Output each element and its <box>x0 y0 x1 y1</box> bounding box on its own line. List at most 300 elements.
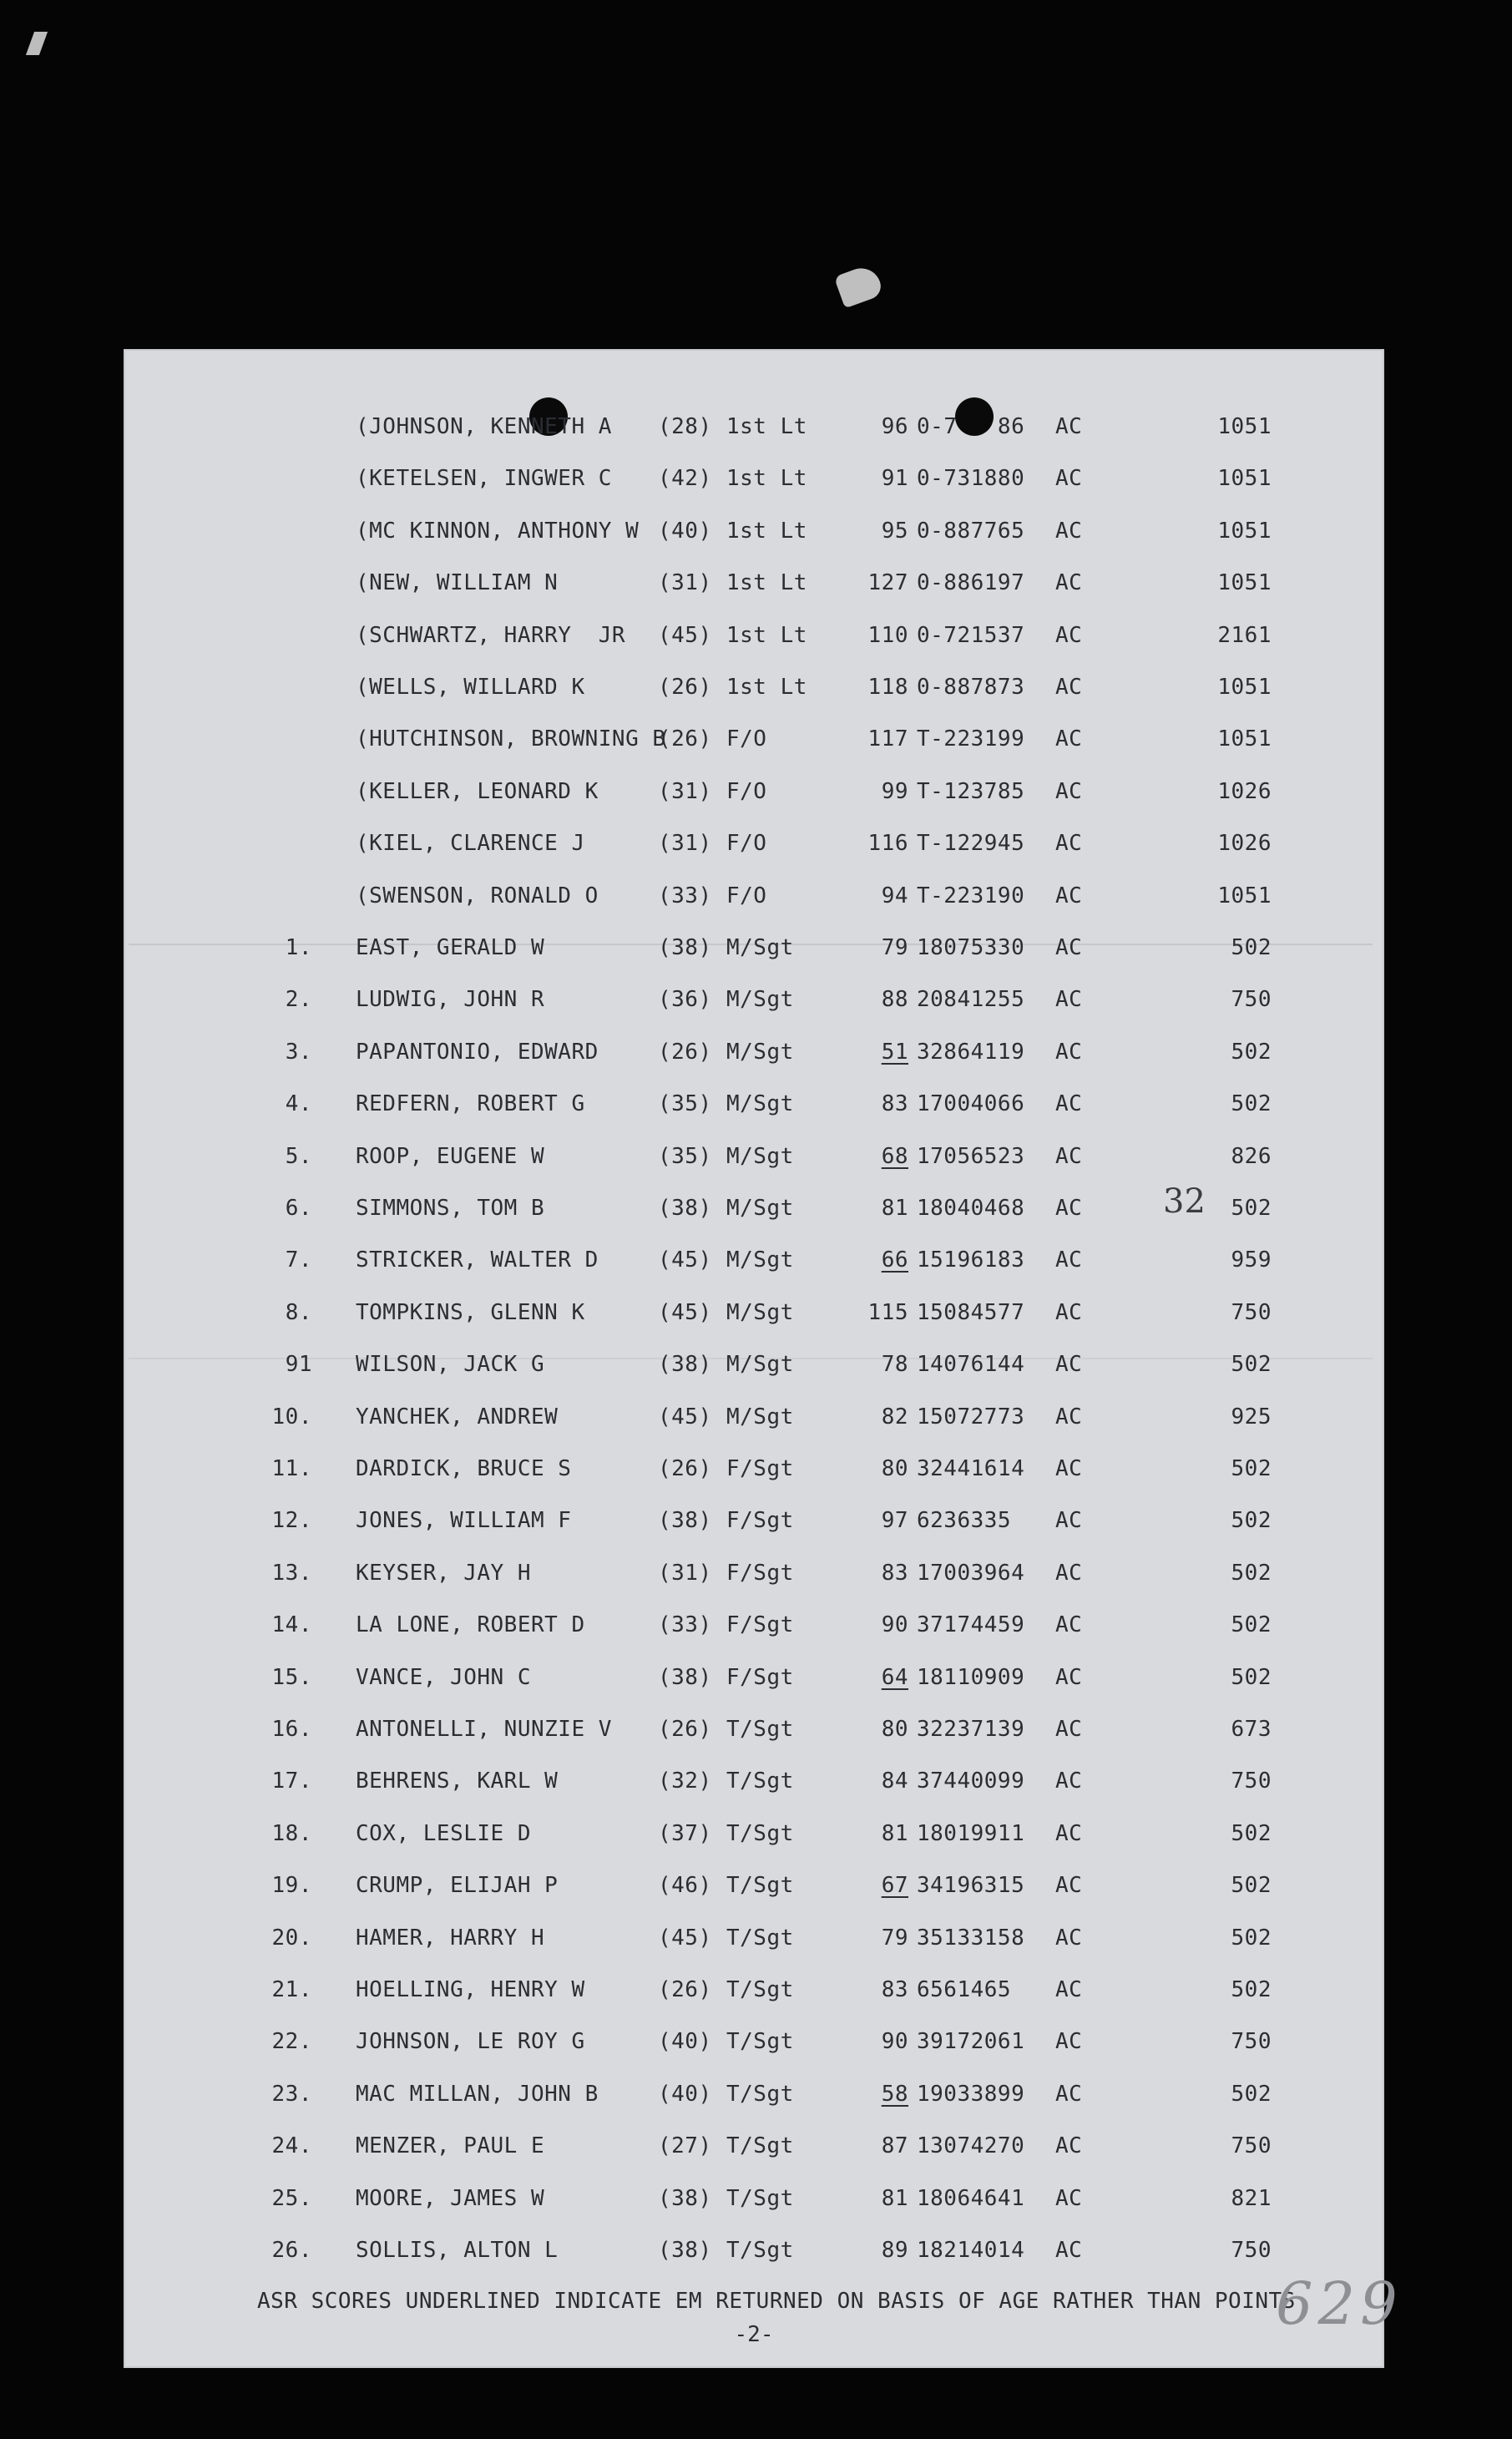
cell-branch: AC <box>1055 1404 1083 1429</box>
table-row <box>124 1236 1384 1288</box>
cell-rank: 1st Lt <box>726 675 807 700</box>
cell-name: WILSON, JACK G <box>356 1352 545 1378</box>
cell-branch: AC <box>1055 675 1083 700</box>
cell-serial: 14076144 <box>917 1352 1025 1378</box>
cell-branch: AC <box>1055 726 1083 752</box>
cell-serial: 18075330 <box>917 935 1025 960</box>
cell-branch: AC <box>1055 1873 1083 1899</box>
cell-branch: AC <box>1055 1664 1083 1690</box>
cell-age: (45) <box>658 1247 712 1273</box>
cell-serial: 15196183 <box>917 1247 1025 1273</box>
cell-branch: AC <box>1055 2185 1083 2211</box>
cell-name: MOORE, JAMES W <box>356 2185 545 2211</box>
cell-asr: 99 <box>881 778 908 804</box>
cell-num: 15. <box>271 1664 312 1690</box>
page-number: -2- <box>734 2322 774 2347</box>
cell-asr: 117 <box>867 726 908 752</box>
table-row <box>124 1028 1384 1080</box>
cell-rank: T/Sgt <box>726 2185 794 2211</box>
cell-age: (26) <box>658 726 712 752</box>
cell-serial: 35133158 <box>917 1925 1025 1951</box>
cell-asr: 83 <box>881 1977 908 2002</box>
cell-age: (28) <box>658 414 712 439</box>
cell-asr: 97 <box>881 1508 908 1534</box>
cell-age: (38) <box>658 1508 712 1534</box>
cell-asr: 79 <box>881 935 908 960</box>
cell-num: 25. <box>271 2185 312 2211</box>
cell-name: LA LONE, ROBERT D <box>356 1612 585 1638</box>
table-row <box>124 1757 1384 1809</box>
cell-age: (38) <box>658 1352 712 1378</box>
cell-points: 1051 <box>1217 570 1272 596</box>
cell-asr: 83 <box>881 1560 908 1586</box>
cell-num: 16. <box>271 1717 312 1742</box>
cell-name: SIMMONS, TOM B <box>356 1196 545 1221</box>
cell-age: (45) <box>658 1925 712 1951</box>
table-row <box>124 559 1384 610</box>
cell-age: (31) <box>658 570 712 596</box>
cell-points: 1051 <box>1217 414 1272 439</box>
cell-num: 91 <box>285 1352 312 1378</box>
cell-asr: 51 <box>881 1039 908 1065</box>
cell-rank: T/Sgt <box>726 1873 794 1899</box>
cell-num: 20. <box>271 1925 312 1951</box>
cell-points: 1051 <box>1217 518 1272 544</box>
cell-rank: 1st Lt <box>726 518 807 544</box>
cell-rank: F/O <box>726 726 767 752</box>
cell-serial: 6561465 <box>917 1977 1012 2002</box>
cell-num: 24. <box>271 2133 312 2159</box>
cell-asr: 78 <box>881 1352 908 1378</box>
cell-name: SOLLIS, ALTON L <box>356 2238 559 2263</box>
cell-asr: 81 <box>881 2185 908 2211</box>
cell-age: (40) <box>658 2029 712 2055</box>
table-row <box>124 1132 1384 1184</box>
cell-branch: AC <box>1055 622 1083 648</box>
cell-branch: AC <box>1055 570 1083 596</box>
cell-serial: 17004066 <box>917 1091 1025 1117</box>
cell-age: (31) <box>658 778 712 804</box>
cell-age: (37) <box>658 1820 712 1846</box>
cell-points: 821 <box>1231 2185 1272 2211</box>
cell-age: (31) <box>658 1560 712 1586</box>
cell-rank: 1st Lt <box>726 466 807 492</box>
table-row <box>124 402 1384 454</box>
cell-points: 502 <box>1231 1560 1272 1586</box>
cell-branch: AC <box>1055 1143 1083 1169</box>
cell-serial: 15084577 <box>917 1299 1025 1325</box>
cell-name: KEYSER, JAY H <box>356 1560 531 1586</box>
cell-asr: 90 <box>881 1612 908 1638</box>
cell-age: (33) <box>658 883 712 908</box>
cell-serial: 18019911 <box>917 1820 1025 1846</box>
cell-age: (38) <box>658 1664 712 1690</box>
cell-serial: 20841255 <box>917 987 1025 1013</box>
cell-serial: 37440099 <box>917 1769 1025 1794</box>
cell-asr: 110 <box>867 622 908 648</box>
cell-name: (SWENSON, RONALD O <box>356 883 599 908</box>
cell-num: 23. <box>271 2081 312 2107</box>
cell-num: 3. <box>285 1039 312 1065</box>
cell-name: COX, LESLIE D <box>356 1820 531 1846</box>
cell-age: (36) <box>658 987 712 1013</box>
table-row <box>124 1601 1384 1652</box>
table-row <box>124 1288 1384 1340</box>
cell-branch: AC <box>1055 2081 1083 2107</box>
cell-serial: 34196315 <box>917 1873 1025 1899</box>
cell-rank: F/Sgt <box>726 1560 794 1586</box>
cell-points: 750 <box>1231 987 1272 1013</box>
cell-serial: T-223199 <box>917 726 1025 752</box>
cell-asr: 88 <box>881 987 908 1013</box>
cell-num: 13. <box>271 1560 312 1586</box>
cell-num: 14. <box>271 1612 312 1638</box>
cell-rank: M/Sgt <box>726 935 794 960</box>
cell-serial: 37174459 <box>917 1612 1025 1638</box>
handwritten-annotation: 629 <box>1276 2269 1403 2338</box>
cell-asr: 79 <box>881 1925 908 1951</box>
cell-branch: AC <box>1055 2238 1083 2263</box>
table-row <box>124 611 1384 663</box>
cell-rank: M/Sgt <box>726 1404 794 1429</box>
table-row <box>124 975 1384 1027</box>
cell-name: ANTONELLI, NUNZIE V <box>356 1717 612 1742</box>
cell-age: (26) <box>658 675 712 700</box>
cell-points: 502 <box>1231 1664 1272 1690</box>
cell-points: 502 <box>1231 2081 1272 2107</box>
cell-serial: 32441614 <box>917 1456 1025 1481</box>
cell-name: MAC MILLAN, JOHN B <box>356 2081 599 2107</box>
cell-points: 502 <box>1231 1091 1272 1117</box>
cell-age: (35) <box>658 1143 712 1169</box>
cell-branch: AC <box>1055 1560 1083 1586</box>
table-row <box>124 1549 1384 1601</box>
cell-points: 925 <box>1231 1404 1272 1429</box>
footnote: ASR SCORES UNDERLINED INDICATE EM RETURNED ON BASIS OF AGE RATHER THAN POINTS <box>257 2289 1296 2314</box>
cell-serial: 0-886197 <box>917 570 1025 596</box>
cell-branch: AC <box>1055 466 1083 492</box>
document-page <box>124 349 1403 2368</box>
cell-rank: M/Sgt <box>726 1196 794 1221</box>
cell-rank: 1st Lt <box>726 622 807 648</box>
cell-age: (38) <box>658 2185 712 2211</box>
cell-age: (45) <box>658 1299 712 1325</box>
cell-points: 502 <box>1231 1977 1272 2002</box>
cell-age: (45) <box>658 1404 712 1429</box>
cell-name: (MC KINNON, ANTHONY W <box>356 518 640 544</box>
cell-num: 21. <box>271 1977 312 2002</box>
cell-serial: 0-721537 <box>917 622 1025 648</box>
cell-name: TOMPKINS, GLENN K <box>356 1299 585 1325</box>
cell-points: 959 <box>1231 1247 1272 1273</box>
cell-asr: 87 <box>881 2133 908 2159</box>
cell-name: (JOHNSON, KENNETH A <box>356 414 612 439</box>
table-row <box>124 2174 1384 2226</box>
cell-rank: M/Sgt <box>726 1091 794 1117</box>
cell-rank: T/Sgt <box>726 1769 794 1794</box>
table-row <box>124 819 1384 871</box>
cell-rank: F/Sgt <box>726 1664 794 1690</box>
cell-asr: 81 <box>881 1196 908 1221</box>
cell-rank: M/Sgt <box>726 1352 794 1378</box>
cell-rank: 1st Lt <box>726 414 807 439</box>
cell-name: ROOP, EUGENE W <box>356 1143 545 1169</box>
cell-age: (40) <box>658 2081 712 2107</box>
cell-rank: T/Sgt <box>726 2029 794 2055</box>
stamp-number: 32 <box>1163 1182 1206 1221</box>
cell-num: 18. <box>271 1820 312 1846</box>
cell-name: (KETELSEN, INGWER C <box>356 466 612 492</box>
cell-asr: 80 <box>881 1717 908 1742</box>
cell-points: 750 <box>1231 1769 1272 1794</box>
cell-points: 502 <box>1231 1925 1272 1951</box>
cell-branch: AC <box>1055 1352 1083 1378</box>
cell-asr: 127 <box>867 570 908 596</box>
cell-points: 502 <box>1231 1508 1272 1534</box>
cell-rank: 1st Lt <box>726 570 807 596</box>
table-row <box>124 2017 1384 2069</box>
cell-rank: M/Sgt <box>726 1039 794 1065</box>
cell-points: 502 <box>1231 1456 1272 1481</box>
cell-rank: M/Sgt <box>726 1299 794 1325</box>
cell-age: (26) <box>658 1717 712 1742</box>
cell-name: DARDICK, BRUCE S <box>356 1456 572 1481</box>
table-row <box>124 507 1384 559</box>
table-row <box>124 923 1384 975</box>
table-row <box>124 715 1384 767</box>
cell-num: 12. <box>271 1508 312 1534</box>
cell-name: HAMER, HARRY H <box>356 1925 545 1951</box>
cell-num: 22. <box>271 2029 312 2055</box>
cell-age: (42) <box>658 466 712 492</box>
cell-branch: AC <box>1055 1717 1083 1742</box>
cell-serial: 13074270 <box>917 2133 1025 2159</box>
table-row <box>124 1340 1384 1392</box>
cell-asr: 64 <box>881 1664 908 1690</box>
cell-branch: AC <box>1055 1769 1083 1794</box>
cell-branch: AC <box>1055 778 1083 804</box>
cell-branch: AC <box>1055 1091 1083 1117</box>
cell-branch: AC <box>1055 1508 1083 1534</box>
cell-points: 502 <box>1231 1820 1272 1846</box>
cell-points: 750 <box>1231 2238 1272 2263</box>
cell-age: (27) <box>658 2133 712 2159</box>
cell-name: (SCHWARTZ, HARRY JR <box>356 622 626 648</box>
cell-name: STRICKER, WALTER D <box>356 1247 599 1273</box>
cell-rank: F/Sgt <box>726 1456 794 1481</box>
cell-branch: AC <box>1055 1612 1083 1638</box>
cell-branch: AC <box>1055 1196 1083 1221</box>
cell-points: 750 <box>1231 1299 1272 1325</box>
cell-age: (46) <box>658 1873 712 1899</box>
cell-asr: 80 <box>881 1456 908 1481</box>
cell-branch: AC <box>1055 1039 1083 1065</box>
cell-num: 10. <box>271 1404 312 1429</box>
cell-num: 1. <box>285 935 312 960</box>
cell-name: REDFERN, ROBERT G <box>356 1091 585 1117</box>
cell-age: (26) <box>658 1977 712 2002</box>
cell-age: (26) <box>658 1039 712 1065</box>
cell-name: LUDWIG, JOHN R <box>356 987 545 1013</box>
cell-branch: AC <box>1055 1456 1083 1481</box>
cell-name: BEHRENS, KARL W <box>356 1769 559 1794</box>
cell-points: 502 <box>1231 1196 1272 1221</box>
table-row <box>124 2122 1384 2173</box>
table-row <box>124 1809 1384 1861</box>
cell-serial: 0-887765 <box>917 518 1025 544</box>
cell-serial: 32237139 <box>917 1717 1025 1742</box>
cell-serial: 32864119 <box>917 1039 1025 1065</box>
cell-num: 11. <box>271 1456 312 1481</box>
cell-asr: 91 <box>881 466 908 492</box>
cell-serial: 18110909 <box>917 1664 1025 1690</box>
cell-points: 502 <box>1231 1612 1272 1638</box>
cell-num: 4. <box>285 1091 312 1117</box>
cell-branch: AC <box>1055 1247 1083 1273</box>
cell-age: (38) <box>658 935 712 960</box>
cell-branch: AC <box>1055 414 1083 439</box>
table-row <box>124 872 1384 923</box>
cell-num: 19. <box>271 1873 312 1899</box>
cell-branch: AC <box>1055 1977 1083 2002</box>
cell-branch: AC <box>1055 831 1083 857</box>
cell-name: YANCHEK, ANDREW <box>356 1404 559 1429</box>
cell-age: (26) <box>658 1456 712 1481</box>
cell-rank: F/O <box>726 778 767 804</box>
cell-points: 2161 <box>1217 622 1272 648</box>
cell-name: VANCE, JOHN C <box>356 1664 531 1690</box>
paper-fragment <box>834 263 885 309</box>
cell-serial: 17003964 <box>917 1560 1025 1586</box>
cell-name: (HUTCHINSON, BROWNING B <box>356 726 666 752</box>
cell-asr: 95 <box>881 518 908 544</box>
cell-rank: T/Sgt <box>726 2133 794 2159</box>
table-row <box>124 1914 1384 1966</box>
cell-branch: AC <box>1055 883 1083 908</box>
cell-points: 1051 <box>1217 466 1272 492</box>
cell-rank: F/Sgt <box>726 1508 794 1534</box>
cell-name: MENZER, PAUL E <box>356 2133 545 2159</box>
cell-branch: AC <box>1055 518 1083 544</box>
table-row <box>124 2070 1384 2122</box>
cell-points: 1051 <box>1217 675 1272 700</box>
cell-num: 17. <box>271 1769 312 1794</box>
cell-branch: AC <box>1055 2029 1083 2055</box>
cell-name: (NEW, WILLIAM N <box>356 570 559 596</box>
cell-branch: AC <box>1055 1299 1083 1325</box>
cell-points: 1051 <box>1217 883 1272 908</box>
table-row <box>124 1080 1384 1131</box>
cell-num: 6. <box>285 1196 312 1221</box>
cell-rank: T/Sgt <box>726 1820 794 1846</box>
cell-asr: 90 <box>881 2029 908 2055</box>
cell-points: 502 <box>1231 1039 1272 1065</box>
cell-age: (45) <box>658 622 712 648</box>
cell-asr: 81 <box>881 1820 908 1846</box>
cell-age: (38) <box>658 1196 712 1221</box>
cell-rank: T/Sgt <box>726 1925 794 1951</box>
cell-name: EAST, GERALD W <box>356 935 545 960</box>
cell-name: JOHNSON, LE ROY G <box>356 2029 585 2055</box>
cell-num: 2. <box>285 987 312 1013</box>
cell-num: 7. <box>285 1247 312 1273</box>
cell-rank: T/Sgt <box>726 2238 794 2263</box>
table-row <box>124 1966 1384 2017</box>
cell-points: 826 <box>1231 1143 1272 1169</box>
table-row <box>124 1653 1384 1705</box>
table-row <box>124 1861 1384 1913</box>
table-row <box>124 1496 1384 1548</box>
cell-serial: 19033899 <box>917 2081 1025 2107</box>
cell-age: (31) <box>658 831 712 857</box>
cell-num: 5. <box>285 1143 312 1169</box>
table-row <box>124 663 1384 715</box>
cell-name: (WELLS, WILLARD K <box>356 675 585 700</box>
cell-points: 750 <box>1231 2133 1272 2159</box>
cell-points: 673 <box>1231 1717 1272 1742</box>
cell-age: (38) <box>658 2238 712 2263</box>
cell-serial: 0-887873 <box>917 675 1025 700</box>
cell-branch: AC <box>1055 935 1083 960</box>
cell-asr: 118 <box>867 675 908 700</box>
cell-rank: F/Sgt <box>726 1612 794 1638</box>
cell-points: 1026 <box>1217 831 1272 857</box>
cell-rank: T/Sgt <box>726 2081 794 2107</box>
cell-num: 8. <box>285 1299 312 1325</box>
cell-asr: 82 <box>881 1404 908 1429</box>
cell-rank: T/Sgt <box>726 1717 794 1742</box>
cell-points: 502 <box>1231 935 1272 960</box>
cell-num: 26. <box>271 2238 312 2263</box>
cell-points: 502 <box>1231 1352 1272 1378</box>
cell-serial: 6236335 <box>917 1508 1012 1534</box>
cell-asr: 67 <box>881 1873 908 1899</box>
cell-name: CRUMP, ELIJAH P <box>356 1873 559 1899</box>
cell-serial: 39172061 <box>917 2029 1025 2055</box>
table-row <box>124 454 1384 506</box>
table-row <box>124 2226 1384 2278</box>
cell-asr: 94 <box>881 883 908 908</box>
cell-rank: M/Sgt <box>726 987 794 1013</box>
cell-serial: 0-7 86 <box>917 414 1025 439</box>
cell-serial: 0-731880 <box>917 466 1025 492</box>
table-row <box>124 1393 1384 1445</box>
cell-points: 502 <box>1231 1873 1272 1899</box>
cell-name: (KIEL, CLARENCE J <box>356 831 585 857</box>
cell-rank: M/Sgt <box>726 1143 794 1169</box>
cell-asr: 115 <box>867 1299 908 1325</box>
cell-points: 1026 <box>1217 778 1272 804</box>
cell-age: (32) <box>658 1769 712 1794</box>
cell-age: (40) <box>658 518 712 544</box>
cell-age: (35) <box>658 1091 712 1117</box>
cell-serial: 17056523 <box>917 1143 1025 1169</box>
cell-branch: AC <box>1055 987 1083 1013</box>
cell-asr: 116 <box>867 831 908 857</box>
cell-name: JONES, WILLIAM F <box>356 1508 572 1534</box>
cell-branch: AC <box>1055 1925 1083 1951</box>
cell-age: (33) <box>658 1612 712 1638</box>
cell-serial: 15072773 <box>917 1404 1025 1429</box>
cell-name: (KELLER, LEONARD K <box>356 778 599 804</box>
cell-asr: 68 <box>881 1143 908 1169</box>
table-row <box>124 1705 1384 1757</box>
cell-serial: T-223190 <box>917 883 1025 908</box>
cell-asr: 84 <box>881 1769 908 1794</box>
cell-serial: T-122945 <box>917 831 1025 857</box>
cell-rank: M/Sgt <box>726 1247 794 1273</box>
cell-asr: 58 <box>881 2081 908 2107</box>
